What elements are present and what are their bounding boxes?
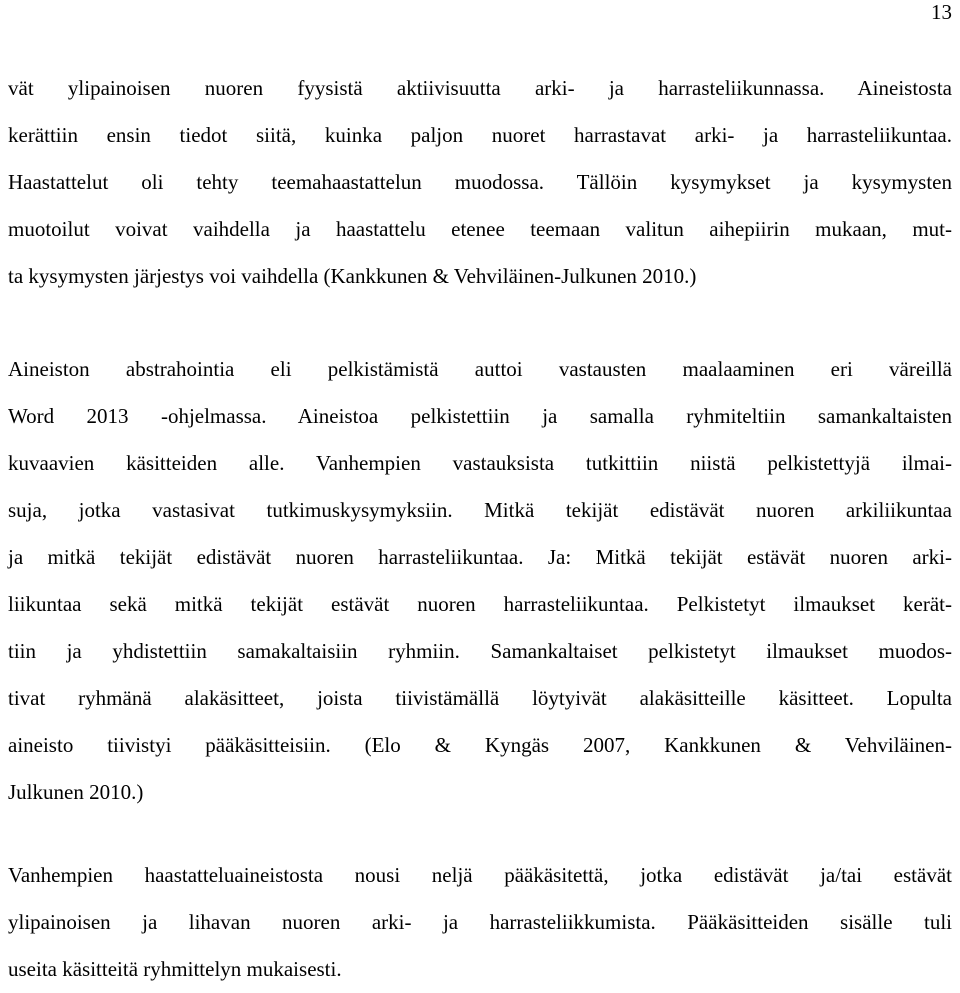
- text-line: Aineiston abstrahointia eli pelkistämistä auttoi vastausten maalaaminen eri väreillä: [8, 357, 952, 381]
- paragraph-1: [8, 65, 952, 300]
- text-line: tivat ryhmänä alakäsitteet, joista tiivistämällä löytyivät alakäsitteille käsitteet. Lopulta: [8, 686, 952, 710]
- text-line: Julkunen 2010.): [8, 780, 144, 804]
- text-line: Word 2013 -ohjelmassa. Aineistoa pelkistettiin ja samalla ryhmiteltiin samankaltaisten: [8, 404, 952, 428]
- paragraph-3: [8, 852, 952, 993]
- text-line: ta kysymysten järjestys voi vaihdella (Kankkunen & Vehviläinen-Julkunen 2010.): [8, 264, 697, 288]
- text-line: ja mitkä tekijät edistävät nuoren harrasteliikuntaa. Ja: Mitkä tekijät estävät nuoren arki-: [8, 545, 952, 569]
- page-number: 13: [931, 0, 952, 24]
- text-line: vät ylipainoisen nuoren fyysistä aktiivisuutta arki- ja harrasteliikunnassa. Aineistosta: [8, 76, 952, 100]
- text-line: suja, jotka vastasivat tutkimuskysymyksiin. Mitkä tekijät edistävät nuoren arkiliikuntaa: [8, 498, 952, 522]
- paragraph-2: [8, 346, 952, 816]
- text-line: kerättiin ensin tiedot siitä, kuinka paljon nuoret harrastavat arki- ja harrasteliikuntaa.: [8, 123, 952, 147]
- text-line: muotoilut voivat vaihdella ja haastattelu etenee teemaan valitun aihepiirin mukaan, mut-: [8, 217, 952, 241]
- text-line: liikuntaa sekä mitkä tekijät estävät nuoren harrasteliikuntaa. Pelkistetyt ilmaukset kerät-: [8, 592, 952, 616]
- text-line: aineisto tiivistyi pääkäsitteisiin. (Elo & Kyngäs 2007, Kankkunen & Vehviläinen-: [8, 733, 952, 757]
- text-line: useita käsitteitä ryhmittelyn mukaisesti.: [8, 957, 342, 981]
- text-line: Vanhempien haastatteluaineistosta nousi neljä pääkäsitettä, jotka edistävät ja/tai estävät: [8, 863, 952, 887]
- text-line: ylipainoisen ja lihavan nuoren arki- ja harrasteliikkumista. Pääkäsitteiden sisälle tuli: [8, 910, 952, 934]
- text-line: tiin ja yhdistettiin samakaltaisiin ryhmiin. Samankaltaiset pelkistetyt ilmaukset muodos-: [8, 639, 952, 663]
- text-line: kuvaavien käsitteiden alle. Vanhempien vastauksista tutkittiin niistä pelkistettyjä ilmai-: [8, 451, 952, 475]
- text-line: Haastattelut oli tehty teemahaastattelun muodossa. Tällöin kysymykset ja kysymysten: [8, 170, 952, 194]
